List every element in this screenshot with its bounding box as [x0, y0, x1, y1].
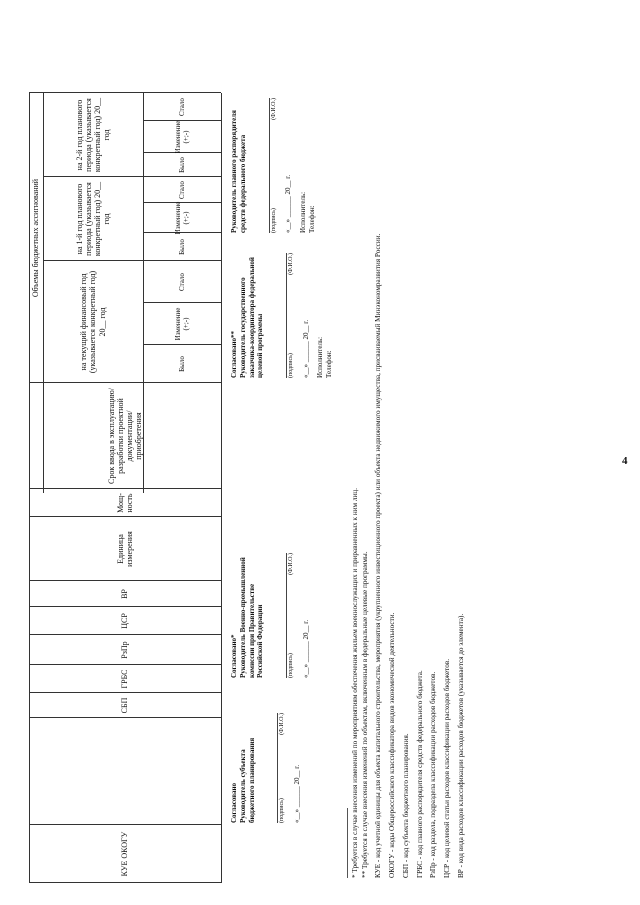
fio-caption: (Ф.И.О.) [279, 713, 286, 735]
signature-caption: (подпись) [279, 798, 286, 823]
signature-date: «__» ______ 20__ г. [292, 764, 301, 823]
col-rzpr: РзПр [120, 641, 130, 659]
footnote: СБП - код субъекта бюджетного планирования. [401, 733, 410, 878]
signature-role: Руководитель государственного заказчика-координатора федеральной целевой программы [238, 257, 265, 378]
signature-date: «__» ______ 20__ г. [301, 619, 310, 678]
fio-caption: (Ф.И.О.) [288, 553, 294, 575]
sub-was: Было [177, 239, 186, 255]
signature-head: Согласовано** [230, 330, 238, 378]
signature-block [230, 713, 302, 823]
sub-change: Изменение (+;-) [173, 201, 190, 235]
col-grbs: ГРБС [120, 669, 130, 689]
footnote: КУЕ - код учетной единицы для объекта капитального строительства, мероприятия (укрупненного инвестиционного проекта) или объекта недвижимого имущества, присваиваемый Минэкономразвития России. [374, 233, 383, 878]
signature-date: «__» ______ 20__ г. [301, 319, 310, 378]
footnote: * Требуется в случае внесения изменений по мероприятиям обеспечения жильем военнослужащих и приравненных к ним лиц. [351, 488, 359, 878]
sub-became: Стало [177, 273, 186, 291]
period-year1: на 1-й год планового периода (указывается конкретный год) 20__ год [74, 181, 112, 257]
signature-line [258, 98, 270, 233]
phone-label: Телефон: [307, 205, 316, 233]
col-csr: ЦСР [120, 613, 130, 629]
signature-caption: (подпись) [270, 208, 277, 233]
sub-was: Было [177, 356, 186, 372]
period-year2: на 2-й год планового периода (указывается конкретный год) 20__ год [74, 97, 112, 173]
signature-block [230, 253, 334, 378]
phone-label: Телефон: [325, 350, 333, 378]
col-term: Срок ввода в эксплуатацию/ разработки проектной документации/ приобретения [106, 388, 144, 484]
signature-role: Руководитель главного распорядителя средств федерального бюджета [230, 110, 247, 233]
footnote: ВР - код вида расходов классификации расходов бюджетов (указывается до элемента). [456, 613, 465, 878]
signature-block [230, 98, 316, 233]
col-unit: Единица измерения [115, 531, 134, 567]
period-current: на текущий финансовый год (указывается конкретный год) 20__ год [79, 270, 107, 374]
executor-label: Исполнитель: [298, 191, 307, 233]
signature-caption: (подпись) [288, 653, 294, 678]
col-vr: ВР [120, 589, 130, 599]
signature-date: «__» ______ 20__ г. [284, 174, 292, 233]
signature-line [275, 253, 287, 378]
col-sbp: СБП [120, 697, 130, 714]
sub-became: Стало [177, 181, 186, 199]
col-capacity: Мощ-ность [115, 493, 134, 513]
footnote: РзПр - код раздела, подраздела классификации расходов бюджетов. [429, 671, 438, 878]
signature-head: Согласовано [230, 782, 238, 823]
page-number: 4 [622, 455, 628, 467]
fio-caption: (Ф.И.О.) [288, 253, 294, 275]
fio-caption: (Ф.И.О.) [270, 98, 277, 120]
sub-became: Стало [177, 98, 186, 116]
footnote: ЦСР - код целевой статьи расходов классификации расходов бюджетов. [443, 659, 452, 878]
footnote: ГРБС - код главного распорядителя средств федерального бюджета. [415, 670, 424, 878]
executor-label: Исполнитель: [316, 336, 325, 378]
rotated-sheet [15, 73, 580, 893]
col-kue-okogu: КУЕ ОКОГУ [120, 831, 130, 877]
signature-caption: (подпись) [288, 353, 294, 378]
signature-role: Руководитель субъекта бюджетного планирования [238, 737, 256, 823]
signature-head: Согласовано* [230, 634, 238, 678]
sub-change: Изменение (+;-) [173, 307, 190, 341]
footnotes [351, 78, 466, 878]
signature-line [275, 553, 287, 678]
col-blank [29, 718, 221, 825]
footnote: ОКОГУ - коды Общероссийского классификатора видов экономической деятельности. [388, 612, 397, 878]
footnote: ** Требуется в случае внесения изменений по объектам, включенным в федеральные целевые программы. [360, 551, 369, 878]
sub-change: Изменение (+;-) [173, 120, 190, 154]
signature-block [230, 553, 310, 678]
sub-was: Было [177, 157, 186, 173]
signature-line [266, 713, 278, 823]
col-volumes: Объемы бюджетных ассигнований [31, 178, 41, 298]
signature-role: Руководитель Военно-промышленной комиссии при Правительстве Российской Федерации [238, 557, 265, 678]
